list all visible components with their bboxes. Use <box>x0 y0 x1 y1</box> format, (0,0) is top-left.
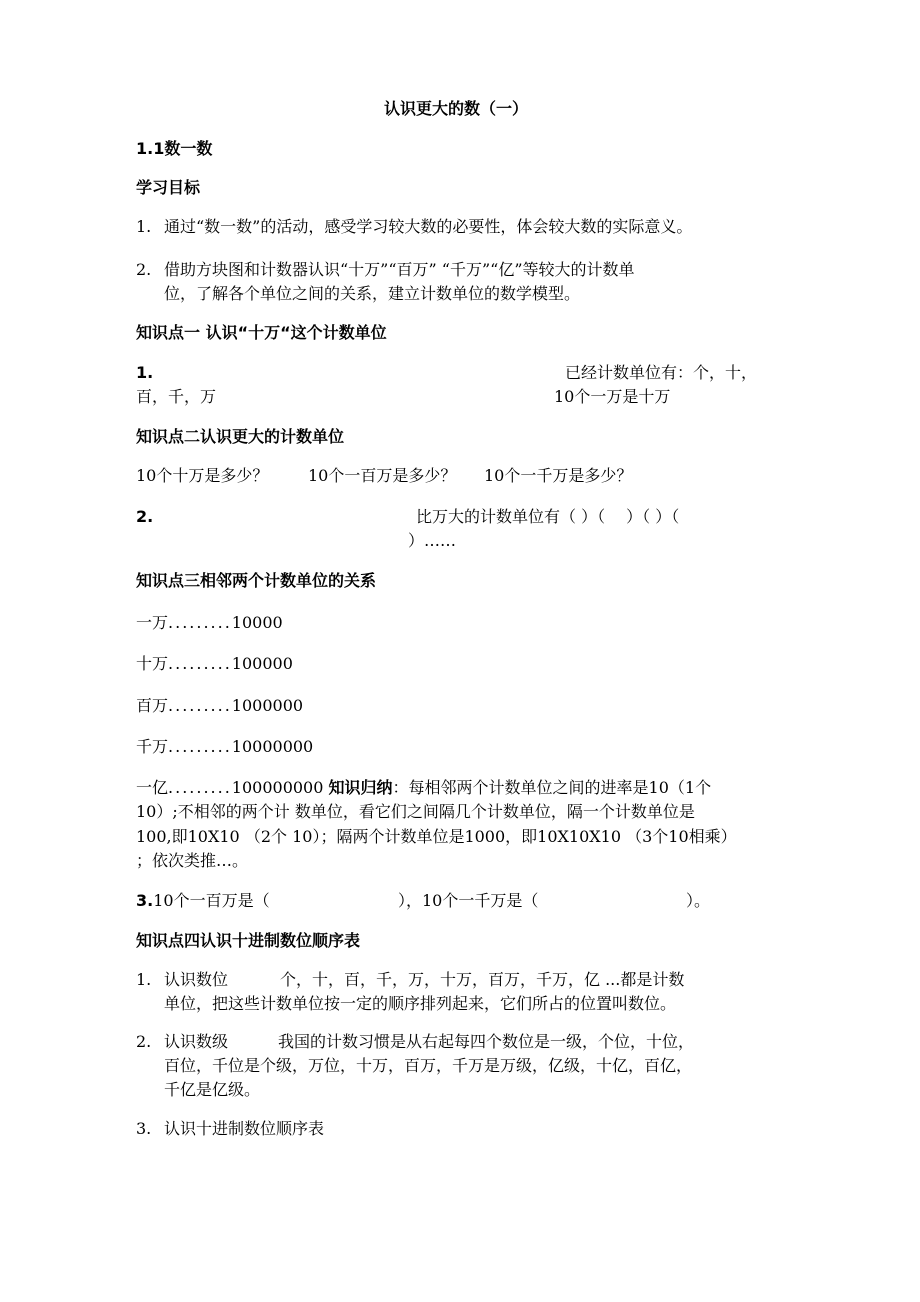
unit-row: 百万.........1000000 <box>136 696 304 715</box>
question-3-end: ）。 <box>686 891 711 910</box>
knowledge-point-1-heading: 知识点一 认识“十万“这个计数单位 <box>136 323 387 342</box>
summary-line-2: 10）;不相邻的两个计 数单位，看它们之间隔几个计数单位，隔一个计数单位是 <box>136 802 695 821</box>
unit-row-yi-with-summary: 一亿.........100000000 知识归纳：每相邻两个计数单位之间的进率是10（1个 <box>136 778 712 797</box>
kp1-known-units: 已经计数单位有：个，十， <box>565 363 758 382</box>
kp2-question-3: 10个一千万是多少？ <box>484 466 633 485</box>
kp4-item-1-number: 1. <box>136 970 152 989</box>
goal-1-number: 1. <box>136 217 152 236</box>
summary-line-4: ；依次类推…。 <box>136 851 249 870</box>
section-heading: 1.1数一数 <box>136 139 213 158</box>
kp4-item-3-number: 3. <box>136 1119 152 1138</box>
page-title: 认识更大的数（一） <box>384 99 529 118</box>
knowledge-point-2-heading: 知识点二认识更大的计数单位 <box>136 427 345 446</box>
kp1-known-units-cont: 百，千，万 <box>136 387 217 406</box>
kp2-question-2: 10个一百万是多少？ <box>308 466 457 485</box>
kp4-item-1-label: 认识数位 <box>164 970 229 989</box>
unit-row: 千万.........10000000 <box>136 737 314 756</box>
unit-row: 一万.........10000 <box>136 613 283 632</box>
kp4-item-2-line-1: 我国的计数习惯是从右起每四个数位是一级，个位，十位， <box>278 1032 695 1051</box>
knowledge-point-3-heading: 知识点三相邻两个计数单位的关系 <box>136 571 377 590</box>
question-3: 3.10个一百万是（ <box>136 891 270 910</box>
kp4-item-1-line-2: 单位，把这些计数单位按一定的顺序排列起来，它们所占的位置叫数位。 <box>164 994 677 1013</box>
goal-2-line-1: 借助方块图和计数器认识“十万”“百万” “千万”“亿”等较大的计数单 <box>164 260 635 279</box>
kp4-item-2-line-3: 千亿是亿级。 <box>164 1080 261 1099</box>
kp1-number: 1. <box>136 363 154 382</box>
kp1-ten-wan: 10个一万是十万 <box>554 387 671 406</box>
kp2-number: 2. <box>136 507 154 526</box>
summary-label: 知识归纳 <box>328 778 393 797</box>
kp4-item-2-number: 2. <box>136 1032 152 1051</box>
summary-line-3: 100,即10X10 （2个 10）；隔两个计数单位是1000，即10X10X10 （3个10相乘） <box>136 827 737 846</box>
knowledge-point-4-heading: 知识点四认识十进制数位顺序表 <box>136 931 361 950</box>
kp4-item-2-label: 认识数级 <box>164 1032 229 1051</box>
goals-heading: 学习目标 <box>136 178 201 197</box>
kp4-item-1-line-1: 个，十，百，千，万，十万，百万，千万，亿 ...都是计数 <box>280 970 685 989</box>
kp2-fill-blank-cont: ）…… <box>408 531 457 550</box>
question-3-part-2: ），10个一千万是（ <box>398 891 539 910</box>
kp4-item-2-line-2: 百位，千位是个级，万位，十万，百万，千万是万级，亿级，十亿，百亿， <box>164 1056 693 1075</box>
kp2-question-1: 10个十万是多少？ <box>136 466 269 485</box>
goal-2-line-2: 位，了解各个单位之间的关系，建立计数单位的数学模型。 <box>164 284 581 303</box>
kp4-item-3-label: 认识十进制数位顺序表 <box>164 1119 325 1138</box>
goal-2-number: 2. <box>136 260 152 279</box>
kp2-fill-blank: 比万大的计数单位有（ ）（ ）（ ）（ <box>416 507 680 526</box>
goal-1-text: 通过“数一数”的活动，感受学习较大数的必要性，体会较大数的实际意义。 <box>164 217 693 236</box>
unit-row: 十万.........100000 <box>136 654 293 673</box>
